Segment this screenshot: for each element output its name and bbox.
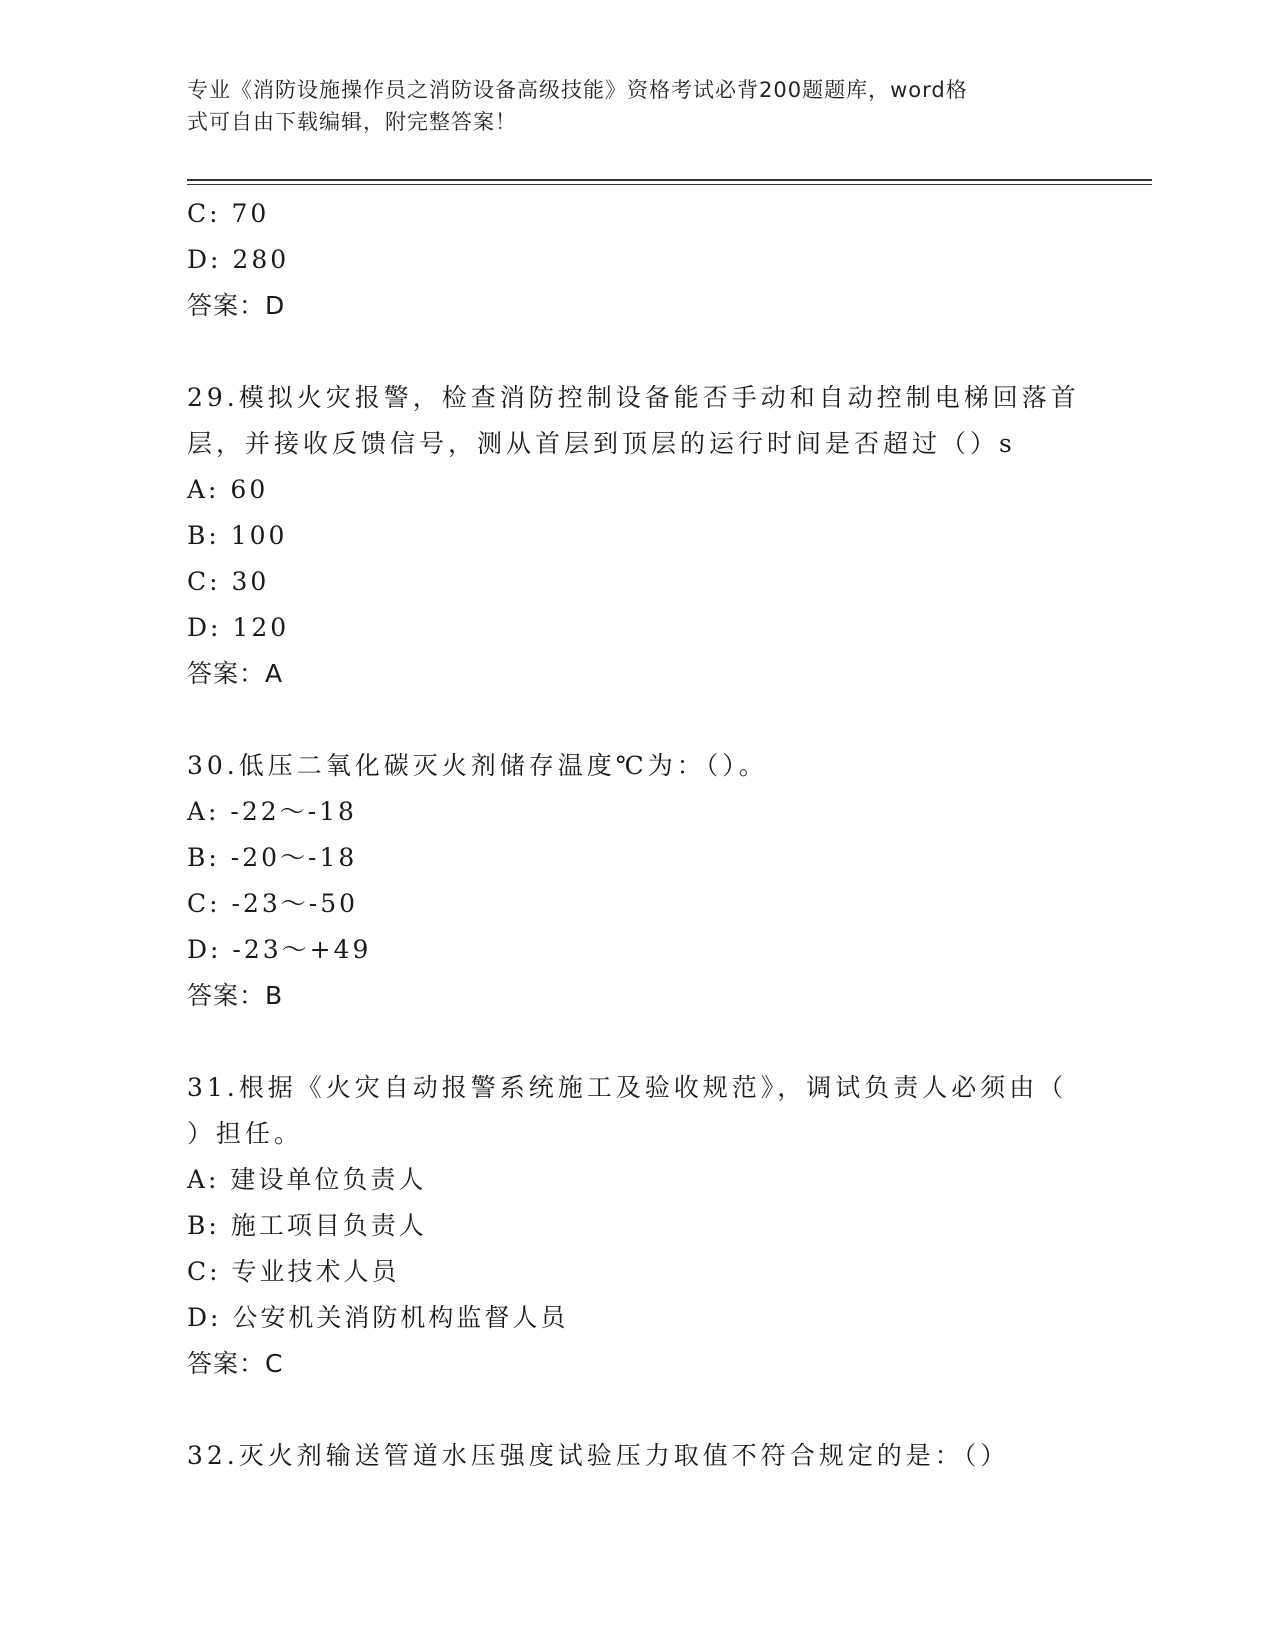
question-block xyxy=(187,375,1087,697)
question-block xyxy=(187,1065,1087,1387)
answer-line: 答案：D xyxy=(187,291,286,320)
document-header xyxy=(187,74,1067,138)
header-title-line-2: 式可自由下载编辑，附完整答案！ xyxy=(187,110,517,134)
option-d: D: 280 xyxy=(187,245,290,274)
option-d: D: 公安机关消防机构监督人员 xyxy=(187,1303,569,1332)
question-block xyxy=(187,191,1087,329)
option-d: D: -23～+49 xyxy=(187,935,372,964)
option-a: A: -22～-18 xyxy=(187,797,357,826)
answer-line: 答案：A xyxy=(187,659,284,688)
question-block xyxy=(187,1433,1087,1479)
question-block xyxy=(187,743,1087,1019)
question-text-line: 32.灭火剂输送管道水压强度试验压力取值不符合规定的是：（） xyxy=(187,1441,1010,1470)
option-b: B: 100 xyxy=(187,521,288,550)
option-b: B: -20～-18 xyxy=(187,843,358,872)
question-text-line: 30.低压二氧化碳灭火剂储存温度℃为：（）。 xyxy=(187,751,768,780)
option-a: A: 建设单位负责人 xyxy=(187,1165,427,1194)
option-d: D: 120 xyxy=(187,613,290,642)
question-text-line: 29.模拟火灾报警，检查消防控制设备能否手动和自动控制电梯回落首 xyxy=(187,383,1080,412)
question-list xyxy=(187,191,1087,1479)
option-c: C: 70 xyxy=(187,199,270,228)
option-a: A: 60 xyxy=(187,475,269,504)
option-c: C: 30 xyxy=(187,567,270,596)
question-text-line: ）担任。 xyxy=(187,1119,304,1148)
answer-line: 答案：C xyxy=(187,1349,284,1378)
option-c: C: -23～-50 xyxy=(187,889,359,918)
question-text-line: 31.根据《火灾自动报警系统施工及验收规范》，调试负责人必须由（ xyxy=(187,1073,1068,1102)
header-title-line-1: 专业《消防设施操作员之消防设备高级技能》资格考试必背200题题库，word格 xyxy=(187,78,968,102)
header-divider-thin xyxy=(187,184,1152,185)
answer-line: 答案：B xyxy=(187,981,284,1010)
option-b: B: 施工项目负责人 xyxy=(187,1211,427,1240)
question-text-line: 层，并接收反馈信号，测从首层到顶层的运行时间是否超过（）s xyxy=(187,429,1016,458)
header-divider-thick xyxy=(187,179,1152,181)
option-c: C: 专业技术人员 xyxy=(187,1257,400,1286)
